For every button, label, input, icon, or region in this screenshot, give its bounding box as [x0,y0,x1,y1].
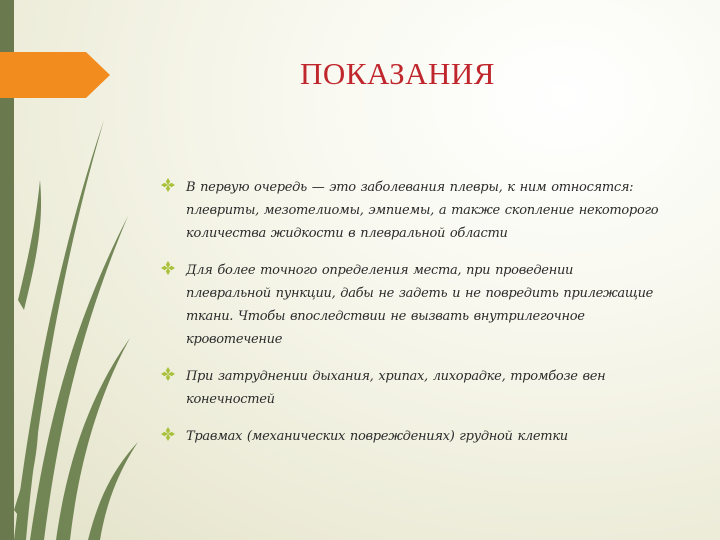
four-diamond-icon [161,367,175,381]
bullet-text: В первую очередь — это заболевания плевры, к ним относятся: плевриты, мезотелиомы, эмпиемы, а также скопление некоторого количества жидкости в плевральной области [186,180,659,241]
bullet-item [160,259,660,351]
four-diamond-icon [161,427,175,441]
bullet-item [160,176,660,245]
four-diamond-icon [161,261,175,275]
slide-title: ПОКАЗАНИЯ [300,56,495,91]
bullet-item [160,425,660,448]
orange-arrow-tab [0,52,110,98]
bullet-text: При затруднении дыхания, хрипах, лихорадке, тромбозе вен конечностей [186,369,606,407]
bullet-text: Травмах (механических повреждениях) грудной клетки [186,429,568,444]
bullet-text: Для более точного определения места, при проведении плевральной пункции, дабы не задеть и не повредить прилежащие ткани. Чтобы впоследствии не вызвать внутрилегочное кровотечение [186,263,654,347]
bullet-item [160,365,660,411]
four-diamond-icon [161,178,175,192]
bullet-list [160,176,660,462]
